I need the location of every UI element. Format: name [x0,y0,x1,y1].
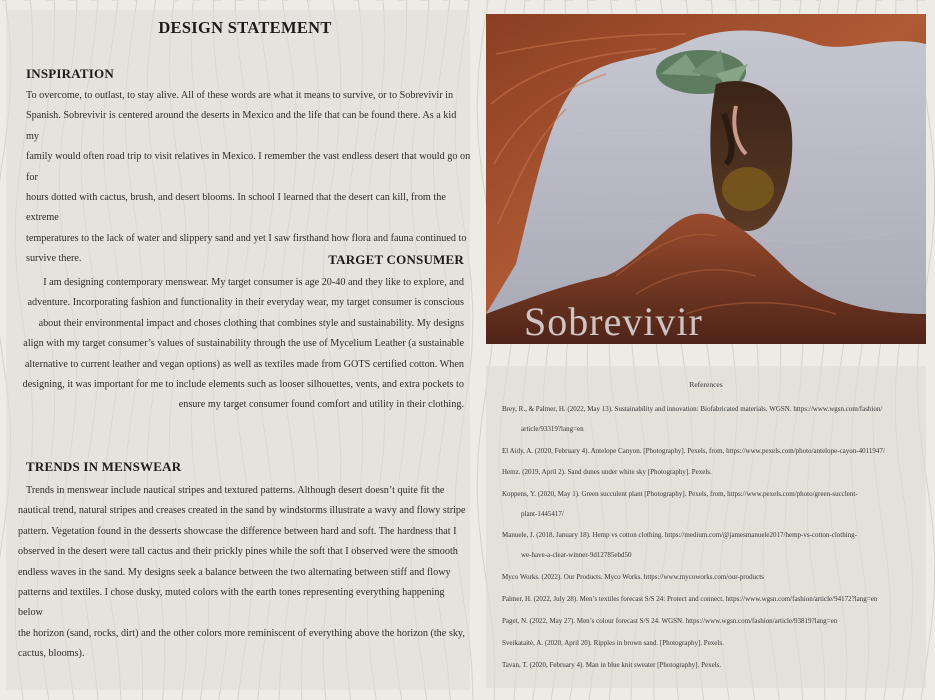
trends-line: observed in the desert were tall cactus and their prickly pines while the soft that I observed were the smooth [18,546,458,558]
trends-line: patterns and textiles. I chose dusky, muted colors with the earth tones representing everything happening below [18,587,445,619]
reference-text: Myco Works. (2022). Our Products. Myco Works. https://www.mycoworks.com/our-products [502,573,764,581]
reference-item [502,484,922,524]
reference-item [502,525,922,565]
reference-item [502,655,922,675]
page-title: DESIGN STATEMENT [158,18,332,37]
reference-text: El Aidy, A. (2020, February 4). Antelope Canyon. [Photography]. Pexels, from, https://www.pexels.com/photo/antelope-cayon-4011947/ [502,447,885,455]
reference-item [502,633,922,653]
trends-paragraph [18,481,468,665]
target-line: align with my target consumer’s values of sustainability through the use of Mycelium Leather (a sustainable [23,338,464,350]
inspiration-line: family would often road trip to visit relatives in Mexico. I remember the vast endless desert that would go on for [26,151,471,183]
reference-continuation: plant-1445417/ [521,510,564,518]
target-line: alternative to current leather and vegan options) as well as textiles made from GOTS certified cotton. When [24,358,464,370]
collection-title: Sobrevivir [524,299,703,344]
reference-text: Sveikataitė, A. (2020, April 20). Ripples in brown sand. [Photography]. Pexels. [502,639,724,647]
target-line: adventure. Incorporating fashion and functionality in their everyday wear, my target consumer is conscious [27,297,464,309]
target-consumer-paragraph [18,273,464,416]
reference-text: Brey, R., & Palmer, H. (2022, May 13). Sustainability and innovation: Biofabricated materials. WGSN. https://www.wgsn.com/fashion/ [502,405,883,413]
reference-item [502,441,922,461]
target-line: I am designing contemporary menswear. My target consumer is age 20-40 and they like to explore, and [43,277,464,288]
inspiration-heading: INSPIRATION [26,66,114,81]
reference-text: Paget, N. (2022, May 27). Men’s colour forecast S/S 24. WGSN. https://www.wgsn.com/fashion/article/93819?lang=en [502,617,838,625]
inspiration-line: To overcome, to outlast, to stay alive. All of these words are what it means to survive, or to Sobrevivir in [26,90,454,101]
inspiration-line: survive there. [26,253,82,265]
inspiration-line: hours dotted with cactus, brush, and desert blooms. In school I learned that the desert can kill, from the extreme [26,192,446,224]
sobrevivir-collage-image [486,14,926,344]
references-title: References [689,380,723,389]
target-line: designing, it was important for me to include elements such as looser silhouettes, vents, and extra pockets to [22,379,464,391]
trends-line: the horizon (sand, rocks, dirt) and the other colors more reminiscent of everything above the horizon (the sky, [18,627,465,639]
trends-line: Trends in menswear include nautical stripes and textured patterns. Although desert doesn’t quite fit the [26,485,445,496]
trends-heading: TRENDS IN MENSWEAR [26,459,182,474]
reference-text: Koppens, Y. (2020, May 1). Green succulent plant [Photography]. Pexels, from, https://www.pexels.com/photo/green-succlent- [502,490,858,498]
target-consumer-heading: TARGET CONSUMER [328,252,464,267]
reference-text: Tavan, T. (2020, February 4). Man in blue knit sweater [Photography]. Pexels. [502,661,722,669]
trends-line: endless waves in the sand. My designs seek a balance between the two alternating between stiff and flowy [18,566,451,578]
reference-item [502,611,922,631]
reference-item [502,589,922,609]
reference-item [502,567,922,587]
inspiration-line: temperatures to the lack of water and slippery sand and yet I saw firsthand how flora and fauna continued to [26,232,467,244]
target-line: ensure my target consumer found comfort and utility in their clothing. [178,399,464,411]
references-panel [486,366,926,688]
reference-text: Hemz. (2019, April 2). Sand dunes under white sky [Photography]. Pexels. [502,468,712,476]
trends-line: nautical trend, natural stripes and creases created in the sand by windstorms illustrate a wavy and flowy stripe [18,505,466,517]
reference-item [502,399,922,439]
trends-line: pattern. Vegetation found in the desserts showcase the difference between hard and soft. The hardness that I [18,525,457,537]
inspiration-paragraph [26,86,471,270]
reference-item [502,462,922,482]
reference-continuation: article/93319?lang=en [521,425,584,433]
target-line: about their environmental impact and choses clothing that combines style and sustainability. My designs [38,317,464,329]
reference-text: Manuele, J. (2018, January 18). Hemp vs cotton clothing. https://medium.com/@jamesmanuele2017/hemp-vs-cotton-clothing- [502,531,858,539]
inspiration-line: Spanish. Sobrevivir is centered around the deserts in Mexico and the life that can be found there. As a kid my [26,110,457,142]
trends-line: cactus, blooms). [18,648,85,660]
reference-continuation: we-have-a-clear-winner-9d12785ebd50 [521,551,632,559]
reference-text: Palmer, H. (2022, July 28). Men’s textiles forecast S/S 24: Protect and connect. https://www.wgsn.com/fashion/article/94172?lang=en [502,595,878,603]
collage-illustration [486,14,926,344]
